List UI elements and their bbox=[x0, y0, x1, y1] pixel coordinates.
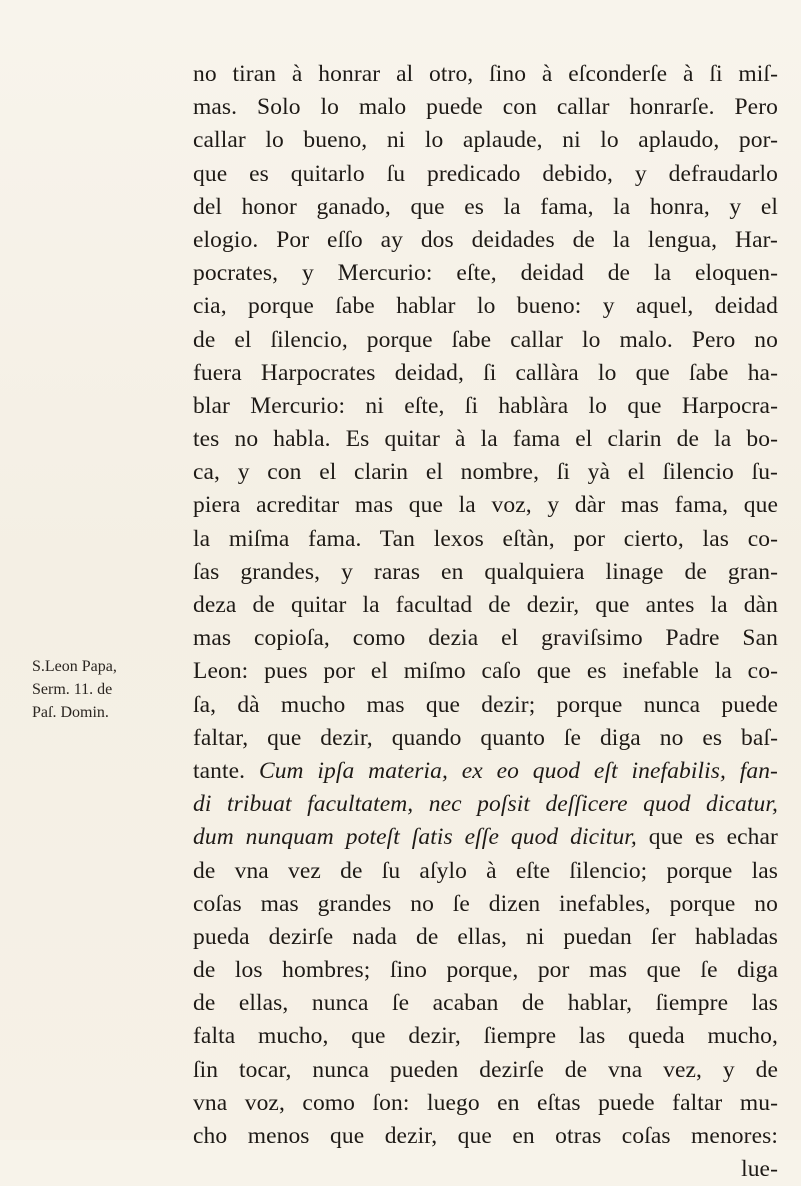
text-line bbox=[193, 1087, 778, 1120]
line-text: que es quitarlo ſu predicado debido, y defraudarlo bbox=[193, 160, 778, 187]
line-text: coſas mas grandes no ſe dizen inefables, porque no bbox=[193, 890, 778, 917]
line-text: mas. Solo lo malo puede con callar honrarſe. Pero bbox=[193, 94, 778, 121]
line-text: no tiran à honrar al otro, ſino à eſconderſe à ſi miſ- bbox=[193, 61, 778, 87]
line-text: de ellas, nunca ſe acaban de hablar, ſiempre las bbox=[193, 990, 778, 1017]
text-line bbox=[193, 855, 778, 888]
line-text: de vna vez de ſu aſylo à eſte ſilencio; porque las bbox=[193, 857, 778, 884]
text-line bbox=[193, 124, 778, 157]
text-line bbox=[193, 589, 778, 622]
line-text: Leon: pues por el miſmo caſo que es inefable la co- bbox=[193, 658, 778, 685]
margin-note-line: Serm. 11. de bbox=[32, 681, 113, 698]
text-line bbox=[193, 556, 778, 589]
latin-quote: di tribuat facultatem, nec poſsit deſſicere quod dicatur, bbox=[193, 791, 778, 818]
line-text: cia, porque ſabe hablar lo bueno: y aquel, deidad bbox=[193, 293, 778, 320]
latin-quote: dum nunquam poteſt ſatis eſſe quod dicitur, bbox=[193, 824, 637, 851]
line-text: vna voz, como ſon: luego en eſtas puede faltar mu- bbox=[193, 1089, 778, 1116]
margin-note-line: S.Leon Papa, bbox=[32, 658, 117, 675]
text-line bbox=[193, 689, 778, 722]
line-text: elogio. Por eſſo ay dos deidades de la lengua, Har- bbox=[193, 226, 778, 253]
text-line bbox=[193, 91, 778, 124]
line-text: de los hombres; ſino porque, por mas que ſe diga bbox=[193, 957, 778, 984]
text-line bbox=[193, 921, 778, 954]
line-text: que es echar bbox=[636, 824, 778, 851]
text-line bbox=[193, 954, 778, 987]
line-text: tante. bbox=[193, 757, 259, 784]
line-text: ſin tocar, nunca pueden dezirſe de vna vez, y de bbox=[193, 1056, 778, 1083]
text-line bbox=[193, 987, 778, 1020]
line-text: blar Mercurio: ni eſte, ſi hablàra lo que Harpocra- bbox=[193, 392, 778, 419]
margin-note bbox=[32, 655, 192, 724]
latin-quote: Cum ipſa materia, ex eo quod eſt inefabilis, fan- bbox=[258, 757, 778, 784]
text-line bbox=[193, 722, 778, 755]
text-line bbox=[193, 191, 778, 224]
line-text: faltar, que dezir, quando quanto ſe diga no es baſ- bbox=[193, 724, 778, 751]
text-line bbox=[193, 456, 778, 489]
text-line bbox=[193, 224, 778, 257]
text-line bbox=[193, 523, 778, 556]
text-line bbox=[193, 324, 778, 357]
line-text: tes no habla. Es quitar à la fama el clarin de la bo- bbox=[193, 426, 778, 453]
text-line bbox=[193, 1120, 778, 1153]
text-line bbox=[193, 655, 778, 688]
line-text: deza de quitar la facultad de dezir, que antes la dàn bbox=[193, 592, 778, 618]
text-line bbox=[193, 622, 778, 655]
text-line bbox=[193, 755, 778, 788]
line-text: ſa, dà mucho mas que dezir; porque nunca puede bbox=[193, 691, 778, 718]
text-line bbox=[193, 1054, 778, 1087]
text-line bbox=[193, 257, 778, 290]
line-text: lue- bbox=[741, 1156, 778, 1183]
line-text: fuera Harpocrates deidad, ſi callàra lo que ſabe ha- bbox=[193, 359, 778, 386]
line-text: la miſma fama. Tan lexos eſtàn, por cierto, las co- bbox=[193, 525, 778, 552]
text-line bbox=[193, 489, 778, 522]
line-text: pocrates, y Mercurio: eſte, deidad de la eloquen- bbox=[193, 260, 778, 287]
text-line bbox=[193, 788, 778, 821]
body-text bbox=[193, 58, 778, 1186]
line-text: ſas grandes, y raras en qualquiera linage de gran- bbox=[193, 558, 778, 585]
line-text: ca, y con el clarin el nombre, ſi yà el ſilencio ſu- bbox=[193, 459, 778, 486]
text-line bbox=[193, 158, 778, 191]
text-line bbox=[193, 357, 778, 390]
line-text: de el ſilencio, porque ſabe callar lo malo. Pero no bbox=[193, 326, 778, 353]
text-line bbox=[193, 290, 778, 323]
line-text: cho menos que dezir, que en otras coſas menores: bbox=[193, 1123, 778, 1149]
line-text: piera acreditar mas que la voz, y dàr mas fama, que bbox=[193, 492, 778, 519]
text-line bbox=[193, 423, 778, 456]
line-text: del honor ganado, que es la fama, la honra, y el bbox=[193, 193, 778, 220]
text-line bbox=[193, 888, 778, 921]
margin-note-line: Paſ. Domin. bbox=[32, 704, 109, 721]
text-line bbox=[193, 58, 778, 91]
line-text: falta mucho, que dezir, ſiempre las queda mucho, bbox=[193, 1023, 778, 1050]
text-line bbox=[193, 1020, 778, 1053]
text-line bbox=[193, 390, 778, 423]
line-text: pueda dezirſe nada de ellas, ni puedan ſer habladas bbox=[193, 923, 778, 950]
text-line bbox=[193, 1153, 778, 1186]
line-text: callar lo bueno, ni lo aplaude, ni lo aplaudo, por- bbox=[193, 127, 778, 154]
line-text: mas copioſa, como dezia el graviſsimo Padre San bbox=[193, 625, 778, 652]
text-line bbox=[193, 821, 778, 854]
